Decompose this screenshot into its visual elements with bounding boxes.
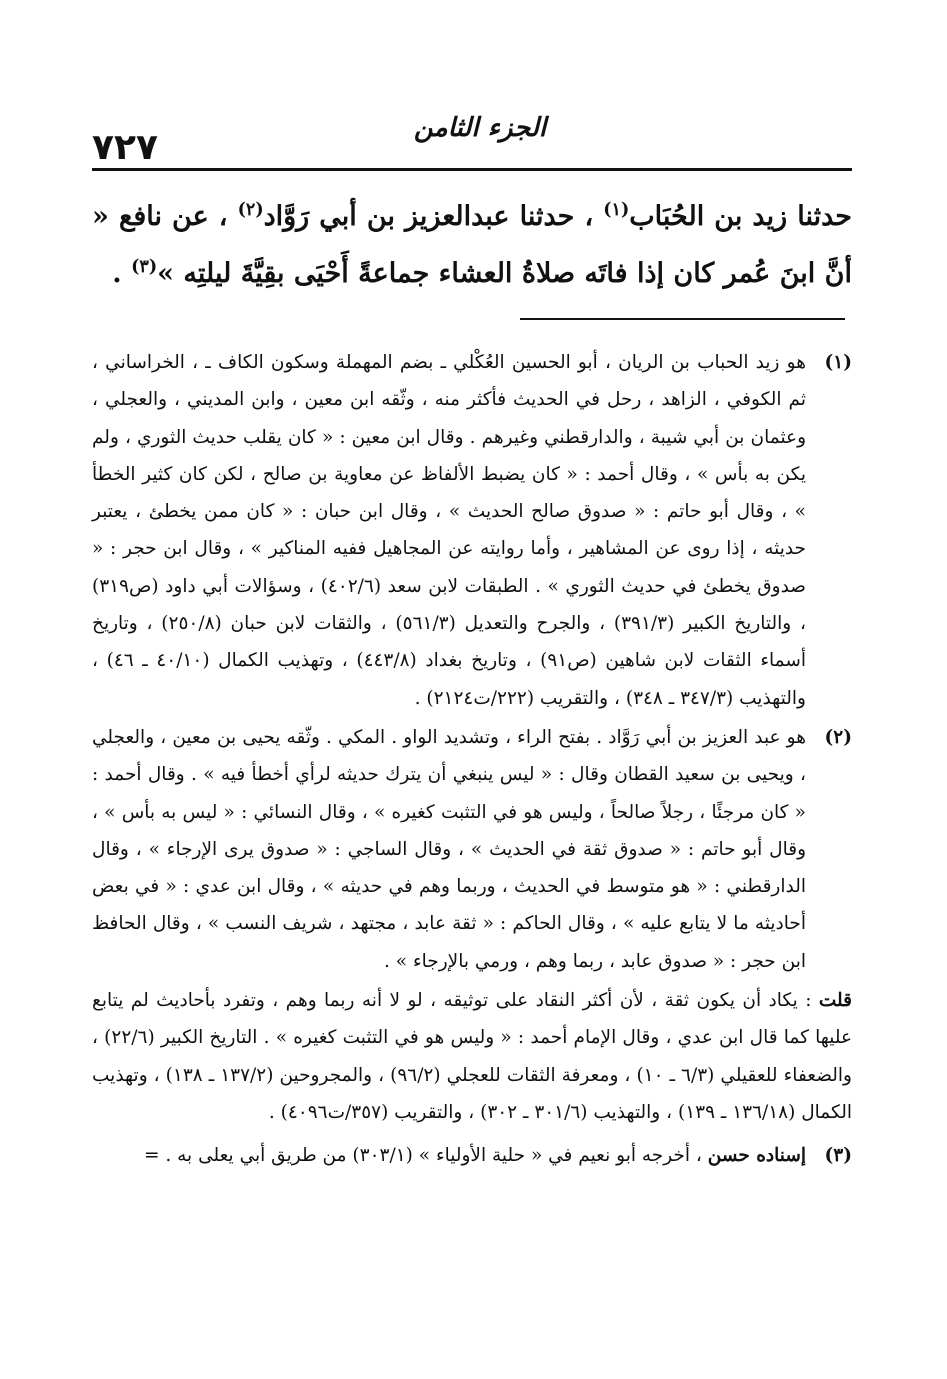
comment-text: : يكاد أن يكون ثقة ، لأن أكثر النقاد على توثيقه ، لو لا أنه ربما وهم ، وتفرد بأحاديث لم يتابع عليها كما قال ابن عدي ، وقال الإمام أحمد : « وليس هو في التثبت كغيره » . التاريخ الكبير (٢٢/٦) ، والضعفاء للعقيلي (٦/٣ ـ ١٠) ، ومعرفة الثقات للعجلي (٩٦/٢) ، والمجروحين (١٣٧/٢ ـ ١٣٨) ، وتهذيب الكمال (١٣٦/١٨ ـ ١٣٩) ، والتهذيب (٣٠١/٦ ـ ٣٠٢) ، والتقريب (٣٥٧/ت٤٠٩٦) . (92, 990, 852, 1123)
footnote-text: ، أخرجه أبو نعيم في « حلية الأولياء » (٣٠٣/١) من طريق أبي يعلى به . = (143, 1145, 708, 1167)
footnote-1 (92, 344, 852, 717)
footnote-text: هو عبد العزيز بن أبي رَوَّاد . بفتح الراء ، وتشديد الواو . المكي . وثّقه يحيى بن معين ، والعجلي ، ويحيى بن سعيد القطان وقال : « ليس ينبغي أن يترك حديثه لرأي أخطأ فيه » . وقال أحمد : « كان مرجئًا ، رجلاً صالحاً ، وليس هو في التثبت كغيره » ، وقال النسائي : « ليس به بأس » ، وقال أبو حاتم : « صدوق ثقة في الحديث » ، وقال الساجي : « صدوق يرى الإرجاء » ، وقال الدارقطني : « هو متوسط في الحديث ، وربما وهم في حديثه » ، وقال ابن عدي : « في بعض أحاديثه ما لا يتابع عليه » ، وقال الحاكم : « ثقة عابد ، مجتهد ، شريف النسب » ، وقال الحافظ ابن حجر : « صدوق عابد ، ربما وهم ، ورمي بالإرجاء » . (92, 726, 806, 972)
footnote-text: هو زيد الحباب بن الريان ، أبو الحسين العُكْلي ـ بضم المهملة وسكون الكاف ـ ، الخراساني ، ثم الكوفي ، الزاهد ، رحل في الحديث فأكثر منه ، وثّقه ابن معين ، وابن المديني ، والعجلي ، وعثمان بن أبي شيبة ، والدارقطني وغيرهم . وقال ابن معين : « كان يقلب حديث الثوري ، ولم يكن به بأس » ، وقال أحمد : « كان يضبط الألفاظ عن معاوية بن صالح ، لكن كان كثير الخطأ » ، وقال أبو حاتم : « صدوق صالح الحديث » ، وقال ابن حبان : « كان ممن يخطئ ، يعتبر حديثه ، إذا روى عن المشاهير ، وأما روايته عن المجاهيل ففيه المناكير » ، وقال ابن حجر : « صدوق يخطئ في حديث الثوري » . الطبقات لابن سعد (٤٠٢/٦) ، وسؤالات أبي داود (ص٣١٩) ، والتاريخ الكبير (٣٩١/٣) ، والجرح والتعديل (٥٦١/٣) ، والثقات لابن حبان (٢٥٠/٨) ، وتاريخ أسماء الثقات لابن شاهين (ص٩١) ، وتاريخ بغداد (٤٤٣/٨) ، وتهذيب الكمال (٤٠/١٠ ـ ٤٦) ، والتهذيب (٣٤٧/٣ ـ ٣٤٨) ، والتقريب (٢٢٢/ت٢١٢٤) . (92, 352, 806, 709)
footnote-marker: (١) (824, 352, 852, 373)
footnote-3 (92, 1137, 852, 1174)
footnote-ref-1: (١) (603, 200, 630, 220)
main-text-part-4: . (112, 258, 132, 289)
editor-comment (92, 982, 852, 1131)
footnote-2 (92, 719, 852, 980)
footnote-lead: إسناده حسن (707, 1145, 806, 1167)
main-text-part-2: ، حدثنا عبدالعزيز بن أبي رَوَّاد (263, 201, 604, 232)
header-rule (92, 168, 852, 171)
page-number: ٧٢٧ (92, 127, 158, 168)
main-text (92, 188, 852, 302)
footnote-marker: (٣) (824, 1145, 852, 1167)
footnotes (92, 344, 852, 1177)
main-paragraph (92, 188, 852, 302)
running-head: الجزء الثامن (413, 113, 547, 143)
footnote-ref-2: (٢) (237, 200, 264, 220)
main-text-part-1: حدثنا زيد بن الحُبَاب (629, 201, 852, 232)
comment-lead: قلت (818, 990, 852, 1012)
main-text-part-3: ، عن نافع « أنَّ ابنَ عُمر كان إذا فاتَه صلاةُ العشاء جماعةً أَحْيَى بقِيَّةَ ليلتِه » (92, 201, 852, 289)
footnote-separator (520, 318, 845, 320)
footnote-marker: (٢) (824, 726, 852, 748)
footnote-ref-3: (٣) (131, 257, 158, 277)
